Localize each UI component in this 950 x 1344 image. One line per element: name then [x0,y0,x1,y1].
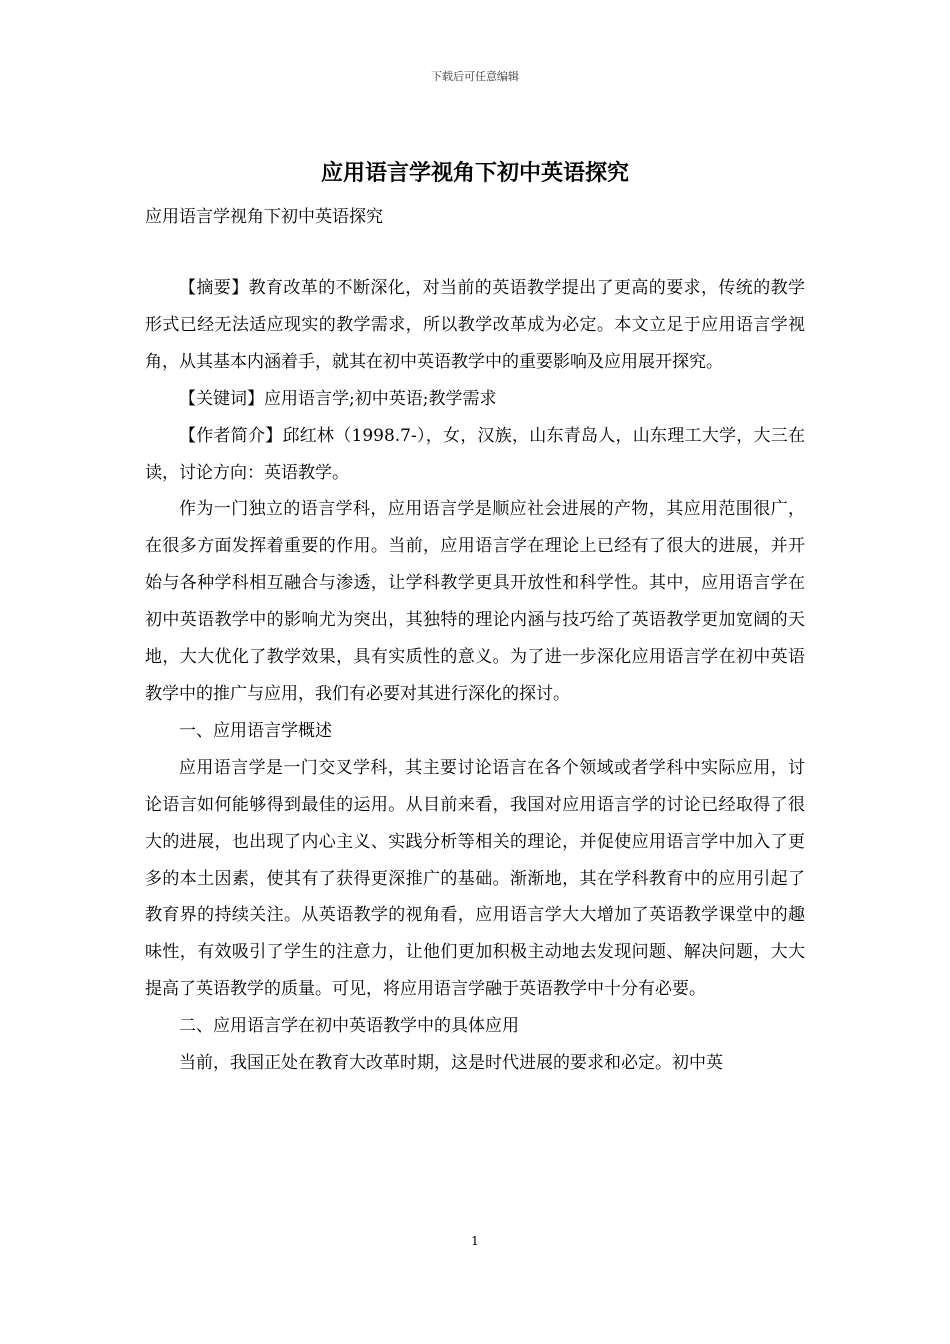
header-note: 下载后可任意编辑 [431,70,519,83]
page-number: 1 [471,1234,479,1248]
section-heading-2: 二、应用语言学在初中英语教学中的具体应用 [179,1016,519,1037]
abstract-paragraph: 【摘要】教育改革的不断深化，对当前的英语教学提出了更高的要求，传统的教学形式已经无法适应现实的教学需求，所以教学改革成为必定。本文立足于应用语言学视角，从其基本内涵着手，就其在初中英语教学中的重要影响及应用展开探究。 [145,278,805,372]
document-title: 应用语言学视角下初中英语探究 [320,161,629,186]
document-body [145,270,805,1082]
keywords-paragraph: 【关键词】应用语言学;初中英语;教学需求 [179,388,497,409]
section-2-paragraph: 当前，我国正处在教育大改革时期，这是时代进展的要求和必定。初中英 [179,1053,723,1074]
intro-paragraph: 作为一门独立的语言学科，应用语言学是顺应社会进展的产物，其应用范围很广，在很多方面发挥着重要的作用。当前，应用语言学在理论上已经有了很大的进展，并开始与各种学科相互融合与渗透，让学科教学更具开放性和科学性。其中，应用语言学在初中英语教学中的影响尤为突出，其独特的理论内涵与技巧给了英语教学更加宽阔的天地，大大优化了教学效果，具有实质性的意义。为了进一步深化应用语言学在初中英语教学中的推广与应用，我们有必要对其进行深化的探讨。 [145,499,805,704]
section-1-paragraph: 应用语言学是一门交叉学科，其主要讨论语言在各个领域或者学科中实际应用，讨论语言如何能够得到最佳的运用。从目前来看，我国对应用语言学的讨论已经取得了很大的进展，也出现了内心主义、实践分析等相关的理论，并促使应用语言学中加入了更多的本土因素，使其有了获得更深推广的基础。渐渐地，其在学科教育中的应用引起了教育界的持续关注。从英语教学的视角看，应用语言学大大增加了英语教学课堂中的趣味性，有效吸引了学生的注意力，让他们更加积极主动地去发现问题、解决问题，大大提高了英语教学的质量。可见，将应用语言学融于英语教学中十分有必要。 [145,757,805,1000]
section-heading-1: 一、应用语言学概述 [179,720,332,741]
author-bio-paragraph: 【作者简介】邱红林（1998.7-），女，汉族，山东青岛人，山东理工大学，大三在读，讨论方向：英语教学。 [145,425,805,483]
document-subtitle: 应用语言学视角下初中英语探究 [145,207,383,227]
